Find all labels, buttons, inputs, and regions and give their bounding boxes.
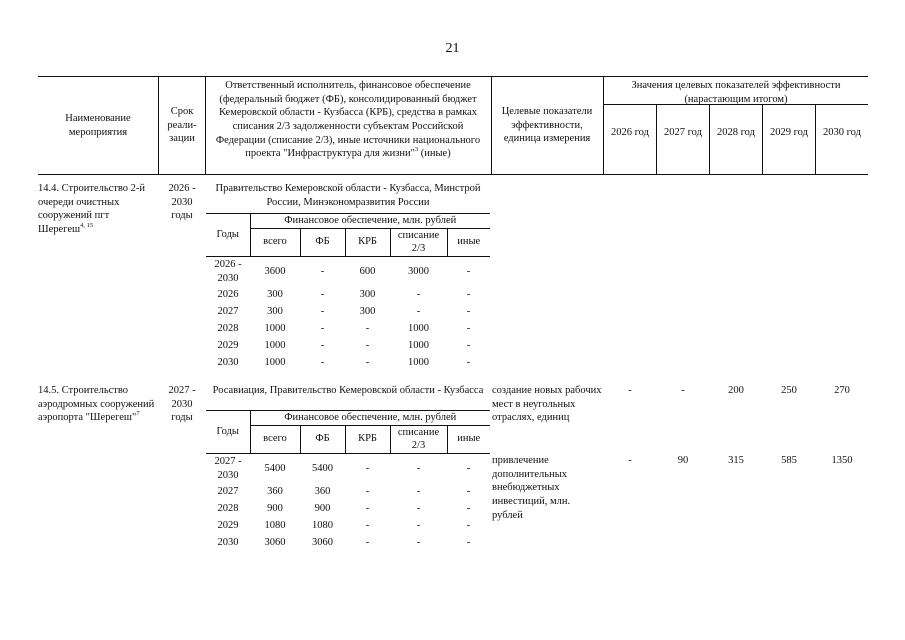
indicator-value: - xyxy=(681,385,685,396)
fin-cell: 1000 xyxy=(408,340,429,352)
fin-cell: 1000 xyxy=(408,323,429,335)
fin-cell: - xyxy=(365,462,370,474)
fin-cell: - xyxy=(416,537,421,549)
fin-row xyxy=(206,517,490,534)
fin-cell: 3000 xyxy=(408,265,429,277)
row-14-4-name xyxy=(38,182,158,237)
fin-cell: - xyxy=(320,265,325,277)
fin-cell: 300 xyxy=(359,289,376,301)
fin-caption: Финансовое обеспечение, млн. рублей xyxy=(250,411,490,426)
fin-row xyxy=(206,256,490,286)
fin-cell: 2029 xyxy=(217,340,239,352)
fin-cell: 1080 xyxy=(312,520,333,532)
fin-row xyxy=(206,354,490,371)
fin-cell: - xyxy=(466,323,471,335)
fin-cell: - xyxy=(466,289,471,301)
fin-cell: 3060 xyxy=(312,537,333,549)
fin-col-other: иные xyxy=(447,425,490,453)
header-year-2028: 2028 год xyxy=(717,127,755,138)
row-14-5-responsible: Росавиация, Правительство Кемеровской области - Кузбасса xyxy=(212,385,484,396)
fin-cell: 900 xyxy=(314,503,331,515)
fin-cell: 3060 xyxy=(264,537,286,549)
fin-cell: - xyxy=(466,306,471,318)
indicator-value: 270 xyxy=(834,385,850,396)
fin-cell: 2028 xyxy=(217,323,239,335)
fin-cell: 2027 xyxy=(217,486,239,498)
fin-col-total: всего xyxy=(250,228,300,256)
fin-cell: - xyxy=(466,486,471,498)
fin-cell: - xyxy=(466,265,471,277)
fin-cell: 3600 xyxy=(264,265,286,277)
header-col-resp-text: Ответственный исполнитель, финансовое обеспечение (федеральный бюджет (ФБ), консолидированный бюджет Кемеровской области - Кузбасса (КРБ), средства в рамках списания 2/3 задолженности субъектам Российской Федерации (списание 2/3), иные источники национального проекта "Инфраструктура для жизни" xyxy=(215,80,481,160)
fin-cell: - xyxy=(365,323,370,335)
fin-col-krb: КРБ xyxy=(345,425,390,453)
fin-cell: 2027 xyxy=(217,306,239,318)
row-14-5-name xyxy=(38,384,158,425)
row-14-4-responsible: Правительство Кемеровской области - Кузбасса, Минстрой России, Минэкономразвития России xyxy=(215,183,481,208)
fin-row xyxy=(206,286,490,303)
indicator-label: создание новых рабочих мест в неугольных отраслях, единиц xyxy=(492,385,602,424)
indicator-label: привлечение дополнительных внебюджетных инвестиций, млн. рублей xyxy=(492,455,571,521)
fin-cell: - xyxy=(365,357,370,369)
header-year-2027: 2027 год xyxy=(664,127,702,138)
fin-row xyxy=(206,453,490,483)
header-col-term: Срок реали-зации xyxy=(167,106,197,145)
indicator-value: 1350 xyxy=(831,455,853,466)
fin-cell: 300 xyxy=(267,289,283,301)
fin-cell: - xyxy=(365,340,370,352)
fin-cell: 2030 xyxy=(217,357,239,369)
fin-col-total: всего xyxy=(250,425,300,453)
header-divider xyxy=(491,76,492,174)
indicator-value: 90 xyxy=(677,455,689,466)
header-year-2026: 2026 год xyxy=(611,127,649,138)
fin-cell: - xyxy=(320,323,325,335)
fin-cell: 360 xyxy=(267,486,283,498)
indicator-value: 585 xyxy=(781,455,797,466)
fin-cell: - xyxy=(416,289,421,301)
fin-cell: 300 xyxy=(267,306,283,318)
fin-cell: - xyxy=(365,537,370,549)
fin-cell: 5400 xyxy=(312,462,333,474)
header-divider xyxy=(603,76,604,174)
fin-row xyxy=(206,534,490,551)
fin-cell: - xyxy=(320,306,325,318)
row-name-sup: 7 xyxy=(136,410,140,418)
fin-row xyxy=(206,303,490,320)
fin-cell: - xyxy=(416,462,421,474)
header-divider xyxy=(205,76,206,174)
fin-caption: Финансовое обеспечение, млн. рублей xyxy=(250,214,490,229)
fin-cell: 900 xyxy=(267,503,283,515)
row-name-text: 14.5. Строительство аэродромных сооружений аэропорта "Шерегеш" xyxy=(38,385,155,424)
fin-cell: 360 xyxy=(314,486,331,498)
indicator-value: - xyxy=(628,385,632,396)
fin-cell: - xyxy=(466,503,471,515)
row-14-5-term: 2027 - 2030 годы xyxy=(168,385,196,424)
fin-col-years: Годы xyxy=(206,214,250,257)
fin-col-fb: ФБ xyxy=(300,425,345,453)
fin-cell: - xyxy=(466,462,471,474)
header-year-2029: 2029 год xyxy=(770,127,808,138)
fin-cell: - xyxy=(466,537,471,549)
header-values-group: Значения целевых показателей эффективности (нарастающим итогом) xyxy=(631,80,841,105)
fin-cell: 600 xyxy=(359,265,376,277)
header-col-resp-tail: (иные) xyxy=(418,148,451,160)
fin-cell: - xyxy=(416,486,421,498)
fin-col-years: Годы xyxy=(206,411,250,454)
fin-cell: - xyxy=(320,340,325,352)
fin-cell: 2026 - 2030 xyxy=(214,259,242,284)
fin-cell: 1000 xyxy=(264,340,286,352)
header-col-indicator: Целевые показатели эффективности, единица измерения xyxy=(501,106,593,145)
fin-col-other: иные xyxy=(447,228,490,256)
fin-cell: - xyxy=(365,503,370,515)
fin-cell: 5400 xyxy=(264,462,286,474)
fin-cell: - xyxy=(416,503,421,515)
header-col-resp xyxy=(207,79,489,161)
page-number: 21 xyxy=(445,41,460,56)
fin-row xyxy=(206,500,490,517)
fin-cell: 1080 xyxy=(264,520,286,532)
header-year-2030: 2030 год xyxy=(823,127,861,138)
fin-cell: - xyxy=(466,520,471,532)
fin-cell: - xyxy=(365,486,370,498)
row-14-4-finance-table xyxy=(206,213,490,371)
header-top-rule xyxy=(38,76,868,77)
fin-row xyxy=(206,337,490,354)
fin-row xyxy=(206,320,490,337)
fin-cell: - xyxy=(416,306,421,318)
fin-col-writeoff: списание 2/3 xyxy=(390,228,447,256)
fin-cell: - xyxy=(320,357,325,369)
fin-col-fb: ФБ xyxy=(300,228,345,256)
fin-cell: - xyxy=(466,357,471,369)
indicator-value: - xyxy=(628,455,632,466)
fin-cell: - xyxy=(466,340,471,352)
fin-col-writeoff: списание 2/3 xyxy=(390,425,447,453)
header-col-name: Наименование мероприятия xyxy=(65,113,131,138)
fin-cell: 1000 xyxy=(264,357,286,369)
indicator-value: 250 xyxy=(781,385,797,396)
indicator-value: 200 xyxy=(728,385,744,396)
fin-cell: 2030 xyxy=(217,537,239,549)
fin-cell: - xyxy=(320,289,325,301)
fin-cell: - xyxy=(416,520,421,532)
header-col-resp-sup: 3 xyxy=(414,146,419,154)
fin-cell: 2027 - 2030 xyxy=(214,456,242,481)
fin-cell: - xyxy=(365,520,370,532)
row-name-text: 14.4. Строительство 2-й очереди очистных сооружений пгт Шерегеш xyxy=(38,183,145,235)
fin-cell: 300 xyxy=(359,306,376,318)
fin-cell: 2028 xyxy=(217,503,239,515)
fin-col-krb: КРБ xyxy=(345,228,390,256)
header-divider xyxy=(158,76,159,174)
fin-row xyxy=(206,483,490,500)
fin-cell: 2029 xyxy=(217,520,239,532)
fin-cell: 1000 xyxy=(264,323,286,335)
row-14-5-finance-table xyxy=(206,410,490,551)
header-bottom-rule xyxy=(38,174,868,175)
fin-cell: 2026 xyxy=(217,289,239,301)
fin-cell: 1000 xyxy=(408,357,429,369)
indicator-value: 315 xyxy=(728,455,744,466)
row-name-sup: 4, 15 xyxy=(80,221,94,229)
row-14-4-term: 2026 - 2030 годы xyxy=(168,183,196,222)
